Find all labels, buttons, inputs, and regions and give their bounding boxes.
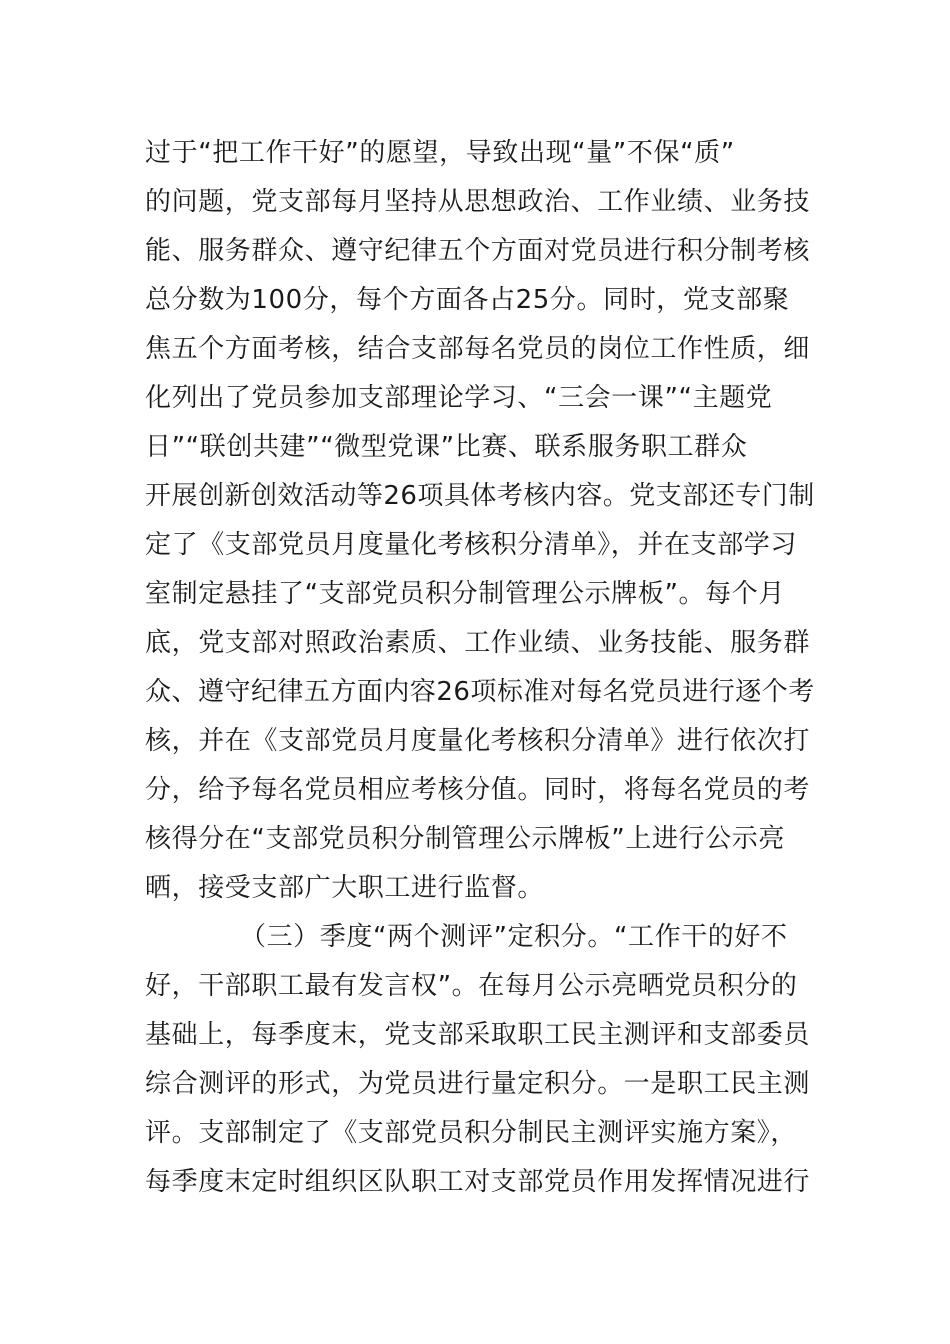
text-line: 开展创新创效活动等26项具体考核内容。党支部还专门制 — [145, 481, 815, 511]
text-line: 焦五个方面考核，结合支部每名党员的岗位工作性质，细 — [145, 334, 811, 364]
text-line: 晒，接受支部广大职工进行监督。 — [145, 873, 545, 903]
text-line: 评。支部制定了《支部党员积分制民主测评实施方案》， — [145, 1118, 798, 1148]
text-line: 的问题，党支部每月坚持从思想政治、工作业绩、业务技 — [145, 187, 811, 217]
text-line: 综合测评的形式，为党员进行量定积分。一是职工民主测 — [145, 1069, 811, 1099]
text-line: 室制定悬挂了“支部党员积分制管理公示牌板”。每个月 — [145, 579, 785, 609]
section-heading-line: （三）季度“两个测评”定积分。“工作干的好不 — [240, 922, 788, 952]
text-line: 基础上，每季度末，党支部采取职工民主测评和支部委员 — [145, 1020, 811, 1050]
text-line: 众、遵守纪律五方面内容26项标准对每名党员进行逐个考 — [145, 677, 815, 707]
text-line: 好，干部职工最有发言权”。在每月公示亮晒党员积分的 — [145, 971, 798, 1001]
text-line: 能、服务群众、遵守纪律五个方面对党员进行积分制考核 — [145, 236, 811, 266]
text-line: 过于“把工作干好”的愿望，导致出现“量”不保“质” — [145, 138, 735, 168]
text-line: 核得分在“支部党员积分制管理公示牌板”上进行公示亮 — [145, 824, 785, 854]
text-line: 总分数为100分，每个方面各占25分。同时，党支部聚 — [145, 285, 790, 315]
text-line: 分，给予每名党员相应考核分值。同时，将每名党员的考 — [145, 775, 811, 805]
text-line: 底，党支部对照政治素质、工作业绩、业务技能、服务群 — [145, 628, 811, 658]
text-line: 核，并在《支部党员月度量化考核积分清单》进行依次打 — [145, 726, 811, 756]
text-line: 每季度末定时组织区队职工对支部党员作用发挥情况进行 — [145, 1167, 811, 1197]
text-line: 日”“联创共建”“微型党课”比赛、联系服务职工群众 — [145, 432, 748, 462]
text-line: 化列出了党员参加支部理论学习、“三会一课”“主题党 — [145, 383, 773, 413]
text-line: 定了《支部党员月度量化考核积分清单》，并在支部学习 — [145, 530, 798, 560]
